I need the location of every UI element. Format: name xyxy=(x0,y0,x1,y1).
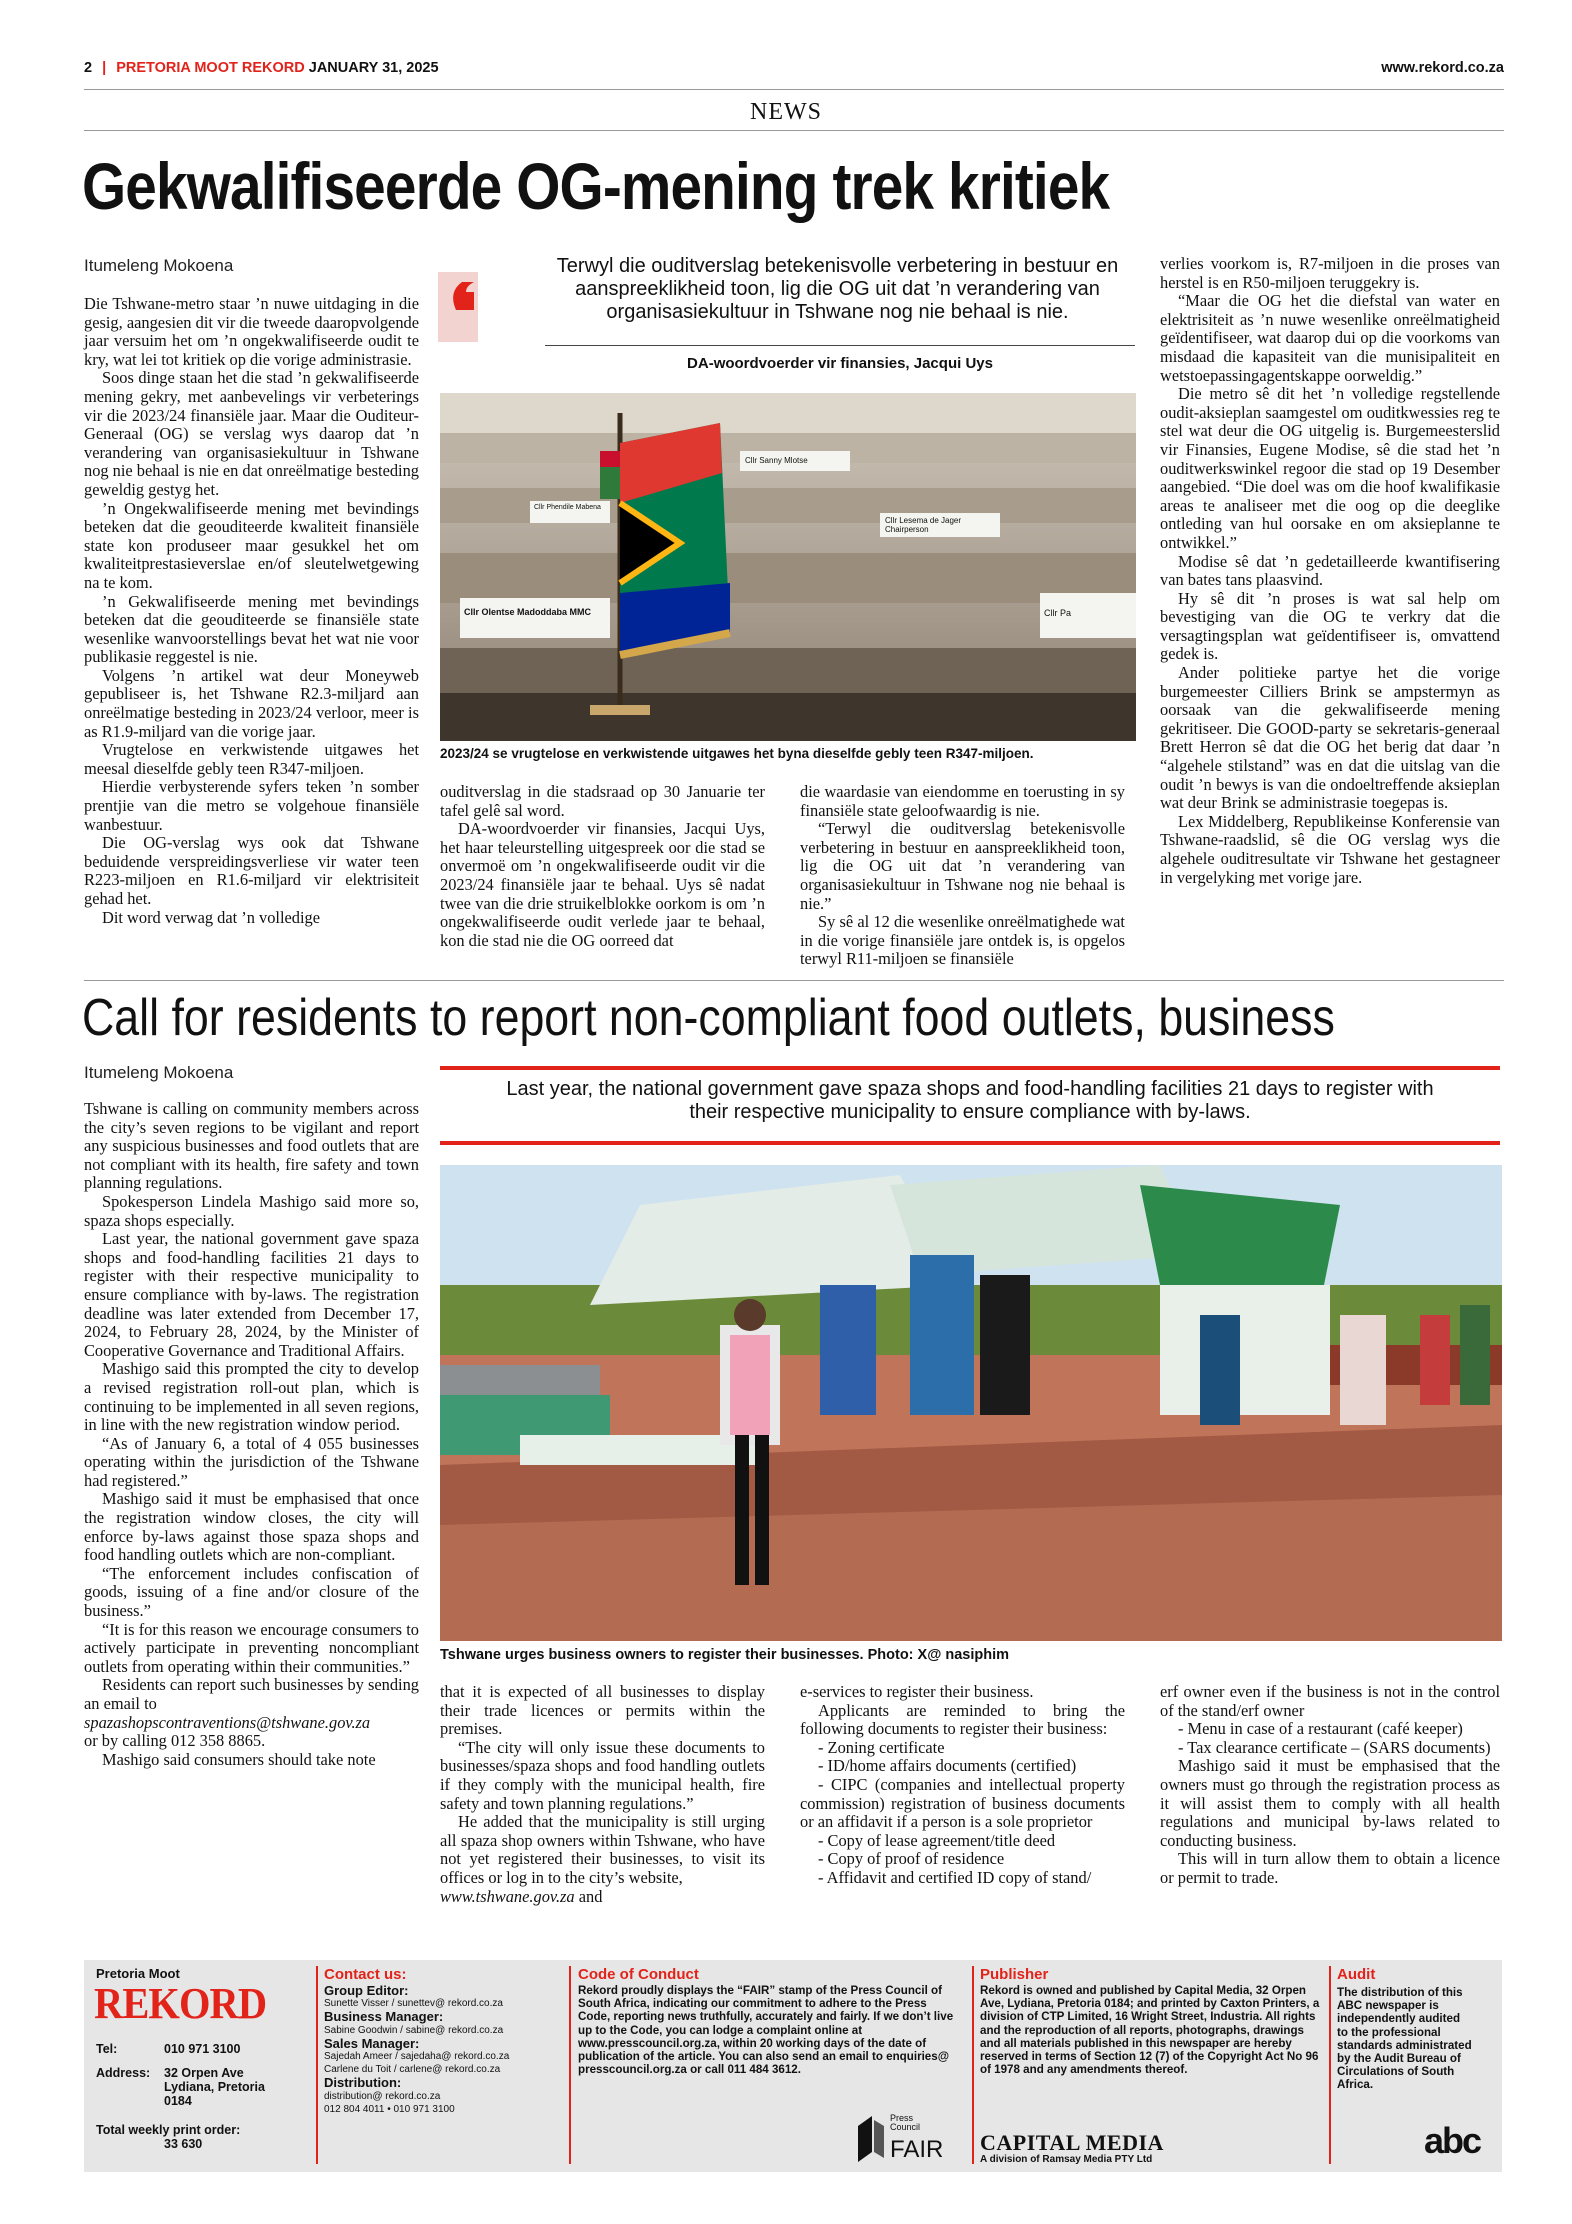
pull-quote-rule xyxy=(545,345,1135,346)
print-order-value: 33 630 xyxy=(164,2137,203,2151)
article2-pull-quote: Last year, the national government gave spaza shops and food-handling facilities 21 days to register with their respective municipality to ensure compliance with by-laws. xyxy=(506,1078,1434,1123)
article1-photo-caption: 2023/24 se vrugtelose en verkwistende uitgawes het byna dieselfde gebly teen R347-miljoen. xyxy=(440,746,1034,761)
pull-quote-bottom-rule xyxy=(440,1141,1500,1145)
article2-photo-caption: Tshwane urges business owners to register their businesses. Photo: X@ nasiphim xyxy=(440,1647,1010,1663)
paragraph: “Terwyl die ouditverslag betekenisvolle verbetering in bestuur en aanspreeklikheid toon, lig die OG uit dat ’n verandering van organisasiekultuur in Tshwane nog nie behaal is nie.” xyxy=(800,819,1125,913)
paragraph: ’n Ongekwalifiseerde mening met bevindings beteken dat die geouditeerde kwaliteit finansiële state kon produseer maar gesukkel het om kwaliteitprestasieverslae en/of sleutelwetgewing na te kom. xyxy=(84,498,419,592)
page-number: 2 xyxy=(84,60,93,76)
article1-byline: Itumeleng Mokoena xyxy=(84,256,234,275)
tel-label: Tel: xyxy=(96,2042,118,2056)
pull-quote-attribution: DA-woordvoerder vir finansies, Jacqui Uys xyxy=(687,355,993,372)
contact-role: Distribution: xyxy=(324,2075,402,2091)
pull-quote-top-rule xyxy=(440,1066,1500,1070)
paragraph: and xyxy=(578,1886,603,1906)
paragraph: “The city will only issue these documents to businesses/spaza shops and food handling outlets if they comply with the municipal health, fire safety and town planning regulations.” xyxy=(440,1737,765,1813)
list-item: - ID/home affairs documents (certified) xyxy=(818,1756,1077,1776)
paragraph: This will in turn allow them to obtain a licence or permit to trade. xyxy=(1160,1849,1500,1887)
capital-media-sub: A division of Ramsay Media PTY Ltd xyxy=(980,2154,1153,2165)
paragraph: or by calling 012 358 8865. xyxy=(84,1731,266,1751)
paragraph: Die Tshwane-metro staar ’n nuwe uitdaging in die gesig, aangesien dit vir die tweede daaropvolgende jaar versuim het om ’n ongekwalifiseerde oudit te kry, wat lei tot kritiek op die vorige administrasie. xyxy=(84,294,419,369)
abc-logo: abc xyxy=(1424,2120,1481,2161)
paragraph: “As of January 6, a total of 4 055 businesses operating within the jurisdiction of the Tshwane had registered.” xyxy=(84,1433,419,1490)
code-title: Code of Conduct xyxy=(578,1966,699,1983)
list-item: - Menu in case of a restaurant (café keeper) xyxy=(1178,1719,1463,1739)
paragraph: verlies voorkom is, R7-miljoen in die proses van herstel is en R50-miljoen teruggekry is. xyxy=(1160,254,1500,292)
article2-col1 xyxy=(84,1100,419,1769)
publisher-title: Publisher xyxy=(980,1966,1049,1983)
paragraph: Mashigo said it must be emphasised that the owners must go through the registration process as it will assist them to comply with all health regulations and municipal by-laws related to conducting business. xyxy=(1160,1756,1500,1850)
audit-title: Audit xyxy=(1337,1966,1376,1983)
contact-list xyxy=(324,1984,559,2116)
paragraph: Lex Middelberg, Republikeinse Konferensie van Tshwane-raadslid, sê die OG verslag wys die algehele ouditresultate vir Tshwane het gestagneer in vergelyking met vorige jare. xyxy=(1160,811,1500,887)
article1-col4 xyxy=(1160,255,1500,887)
footer-divider xyxy=(569,1966,571,2164)
article2-col3 xyxy=(800,1683,1125,1888)
paragraph: Mashigo said this prompted the city to develop a revised registration roll-out plan, which is continuing to be implemented in all seven regions, in line with the new registration window period. xyxy=(84,1359,419,1435)
article2-col2 xyxy=(440,1683,765,1906)
paragraph: Soos dinge staan het die stad ’n gekwalifiseerde mening gekry, met aanbevelings vir verbeterings vir die 2023/24 finansiële jaar. Maar die Ouditeur-Generaal (OG) se verslag wys daarop dat ’n verandering van organisasiekultuur in Tshwane nog nie behaal is nie en dat onreëlmatige besteding geweldig gestyg het. xyxy=(84,368,419,499)
paragraph: e-services to register their business. xyxy=(800,1682,1034,1701)
council-chamber-photo xyxy=(440,393,1136,741)
paragraph: Die OG-verslag wys ook dat Tshwane beduidende verspreidingsverliese vir water teen R223-miljoen en R1.6-miljard vir elektrisiteit gehad het. xyxy=(84,833,419,908)
footer-divider xyxy=(972,1966,974,2164)
paragraph: Residents can report such businesses by sending an email to xyxy=(84,1675,419,1713)
paragraph: Die metro sê dit het ’n volledige regstellende oudit-aksieplan saamgestel om ouditkwessies reg te stel wat deur die OG uitgelig is. Burgemeesterslid vir Finansies, Eugene Modise, sê die stad het ’n ouditwerkswinkel regoor die stad op 19 Desember aangebied. “Die doel was om die hoof kwalifikasie areas te analiseer met die oog op die deeglike ontleding van hul oorsake en om aksieplanne te ontwikkel.” xyxy=(1160,384,1500,552)
publisher-text: Rekord is owned and published by Capital Media, 32 Orpen Ave, Lydiana, Pretoria 0184; and printed by Caxton Printers, a division of CTP Limited, 16 Wright Street, Industria. All rights and the reproduction of all reports, photographs, drawings and all materials published in this newspaper are hereby reserved in terms of Section 12 (7) of the Copyright Act No 96 of 1978 and any amendments thereof. xyxy=(980,1984,1320,2077)
list-item: - Zoning certificate xyxy=(818,1737,945,1757)
tel-value[interactable]: 010 971 3100 xyxy=(164,2042,241,2056)
contact-email[interactable]: Sajedah Ameer / sajedaha@ rekord.co.za xyxy=(324,2051,510,2063)
issue-date: JANUARY 31, 2025 xyxy=(308,60,439,76)
list-item: - Affidavit and certified ID copy of stand/ xyxy=(818,1867,1092,1887)
brand-top: Pretoria Moot xyxy=(96,1966,180,1981)
paragraph: Hierdie verbysterende syfers teken ’n somber prentjie van die metro se volgehoue finansiële wanbestuur. xyxy=(84,777,419,834)
press-council-logo xyxy=(854,2110,964,2168)
list-item: - CIPC (companies and intellectual property commission) registration of business documents or an affidavit if a person is a sole proprietor xyxy=(800,1774,1125,1832)
paragraph: Tshwane is calling on community members across the city’s seven regions to be vigilant and report any suspicious businesses and food outlets that are not compliant with its health, fire safety and town planning regulations. xyxy=(84,1099,419,1193)
contact-email[interactable]: Sabine Goodwin / sabine@ rekord.co.za xyxy=(324,2024,504,2036)
website-link[interactable]: www.tshwane.gov.za xyxy=(440,1886,575,1906)
address-label: Address: xyxy=(96,2066,151,2080)
paper-name: PRETORIA MOOT REKORD xyxy=(116,60,305,76)
article1-col1 xyxy=(84,295,419,927)
list-item: - Tax clearance certificate – (SARS documents) xyxy=(1178,1737,1491,1757)
contact-role: Group Editor: xyxy=(324,1983,409,1998)
paragraph: erf owner even if the business is not in the control of the stand/erf owner xyxy=(1160,1682,1500,1720)
paragraph: Dit word verwag dat ’n volledige xyxy=(102,907,321,927)
contact-email[interactable]: distribution@ rekord.co.za xyxy=(324,2090,441,2102)
paragraph: Sy sê al 12 die wesenlike onreëlmatighede wat in die vorige finansiële jare ontdek is, is opgelos terwyl R11-miljoen se finansiële xyxy=(800,912,1125,969)
website-link[interactable]: www.rekord.co.za xyxy=(1381,60,1504,76)
brand-logo: REKORD xyxy=(94,1979,267,2028)
nameplate: Cllr Olentse Madoddaba MMC xyxy=(464,607,592,617)
capital-media-logo: CAPITAL MEDIA xyxy=(980,2130,1164,2155)
nameplate: Cllr Sanny Mlotse xyxy=(745,456,808,465)
paragraph: Vrugtelose en verkwistende uitgawes het meesal dieselfde gebly teen R347-miljoen. xyxy=(84,740,419,778)
contact-role: Business Manager: xyxy=(324,2009,444,2025)
nameplate: Cllr Phendile Mabena xyxy=(534,504,601,511)
article2-byline: Itumeleng Mokoena xyxy=(84,1063,234,1082)
article2-headline: Call for residents to report non-compliant food outlets, business xyxy=(82,989,1335,1047)
press-council-label: Press Council xyxy=(890,2113,921,2132)
contact-title: Contact us: xyxy=(324,1966,407,1983)
quote-mark-icon xyxy=(438,262,500,342)
print-order-label: Total weekly print order: xyxy=(96,2123,241,2137)
contact-email[interactable]: Carlene du Toit / carlene@ rekord.co.za xyxy=(324,2064,501,2076)
article2-col4 xyxy=(1160,1683,1500,1888)
paragraph: Hy sê dit ’n proses is wat sal help om bevestiging van die OG te verkry dat die versagtingsplan wat geïdentifiseer is, omvattend gedek is. xyxy=(1160,588,1500,664)
fair-label: FAIR xyxy=(890,2136,944,2163)
paragraph: Mashigo said consumers should take note xyxy=(102,1749,376,1769)
article-divider xyxy=(84,980,1504,981)
nameplate: Cllr Lesema de Jager Chairperson xyxy=(885,516,962,534)
article1-pull-quote: Terwyl die ouditverslag betekenisvolle verbetering in bestuur en aanspreeklikheid toon, lig die OG uit dat ’n verandering van organisasiekultuur in Tshwane nog nie behaal is nie. xyxy=(556,255,1119,323)
section-rule xyxy=(84,130,1504,131)
nameplate: Cllr Pa xyxy=(1044,608,1072,618)
code-text: Rekord proudly displays the “FAIR” stamp of the Press Council of South Africa, indicating our commitment to adhere to the Press Code, reporting news truthfully, accurately and fairly. If we don’t live up to the Code, you can lodge a complaint online at www.presscouncil.org.za, within 20 working days of the date of publication of the article. You can also send an email to enquiries@ presscouncil.org.za or call 011 484 3612. xyxy=(578,1984,954,2077)
address-line: Lydiana, Pretoria xyxy=(164,2080,265,2094)
paragraph: Spokesperson Lindela Mashigo said more so, spaza shops especially. xyxy=(84,1191,419,1230)
expo-photo xyxy=(440,1165,1502,1641)
article1-col3 xyxy=(800,783,1125,969)
list-item: - Copy of lease agreement/title deed xyxy=(818,1830,1056,1850)
address-line: 0184 xyxy=(164,2094,192,2108)
paragraph: Applicants are reminded to bring the following documents to register their business: xyxy=(800,1700,1125,1739)
section-label: NEWS xyxy=(750,99,822,125)
paragraph: die waardasie van eiendomme en toerusting in sy finansiële state geloofwaardig is nie. xyxy=(800,782,1125,820)
paragraph: He added that the municipality is still urging all spaza shop owners within Tshwane, who have not yet registered their businesses, to visit its offices or log in to the city’s website, xyxy=(440,1812,765,1887)
paragraph: “The enforcement includes confiscation of goods, issuing of a fine and/or closure of the business.” xyxy=(84,1563,419,1621)
paragraph: Mashigo said it must be emphasised that once the registration window closes, the city will enforce by-laws against those spaza shops and food handling outlets which are non-compliant. xyxy=(84,1489,419,1565)
footer-divider xyxy=(316,1966,318,2164)
paragraph: ’n Gekwalifiseerde mening met bevindings beteken dat die geouditeerde se finansiële state wesenlike wanvoorstellings bevat het wat nie voor publikasie reggestel is nie. xyxy=(84,591,419,667)
top-bar: 2 | PRETORIA MOOT REKORD JANUARY 31, 2025 www.rekord.co.za xyxy=(84,60,1504,90)
paragraph: ouditverslag in die stadsraad op 30 Januarie ter tafel gelê sal word. xyxy=(440,782,765,820)
contact-phone[interactable]: 012 804 4011 • 010 971 3100 xyxy=(324,2103,455,2115)
paragraph: “It is for this reason we encourage consumers to actively participate in preventing noncompliant outlets from operating within their communities.” xyxy=(84,1619,419,1676)
footer-divider xyxy=(1329,1966,1331,2164)
paragraph: Last year, the national government gave spaza shops and food-handling facilities 21 days to register with their respective municipality to ensure compliance with by-laws. The registration deadline was later extended from December 17, 2024, to February 28, 2024, by the Minister of Cooperative Governance and Traditional Affairs. xyxy=(84,1229,419,1360)
paragraph: Modise sê dat ’n gedetailleerde kwantifisering van bates tans plaasvind. xyxy=(1160,551,1500,590)
paragraph: that it is expected of all businesses to display their trade licences or permits within the premises. xyxy=(440,1682,765,1739)
contact-role: Sales Manager: xyxy=(324,2035,420,2051)
paragraph: DA-woordvoerder vir finansies, Jacqui Uys, het haar teleurstelling uitgespreek oor die stad se onvermoë om ’n ongekwalifiseerde oudit vir die 2023/24 finansiële jaar te behaal. Uys sê nadat twee van die drie struikelblokke oorkom is om ’n ongekwalifiseerde oudit verlede jaar te behaal, kon die stad nie die OG oorreed dat xyxy=(440,819,765,950)
list-item: - Copy of proof of residence xyxy=(818,1849,1005,1869)
audit-text: The distribution of this ABC newspaper is independently audited to the professional standards administrated by the Audit Bureau of Circulations of South Africa. xyxy=(1337,1986,1472,2092)
paragraph: Volgens ’n artikel wat deur Moneyweb gepubliseer is, het Tshwane R2.3-miljard aan onreëlmatige besteding in 2023/24 verloor, meer is as R1.9-miljard van die vorige jaar. xyxy=(84,665,419,741)
article1-headline: Gekwalifiseerde OG-mening trek kritiek xyxy=(82,149,1110,223)
contact-email[interactable]: Sunette Visser / sunettev@ rekord.co.za xyxy=(324,1998,503,2010)
address-line: 32 Orpen Ave xyxy=(164,2066,244,2080)
email-link[interactable]: spazashopscontraventions@tshwane.gov.za xyxy=(84,1712,371,1732)
article1-col2 xyxy=(440,783,765,950)
paragraph: “Maar die OG het die diefstal van water en elektrisiteit as ’n nuwe wesenlike onreëlmatigheid geïdentifiseer, wat daarop dui op die voorkoms van misdaad die kapasiteit van die munisipaliteit en wetstoepassingagentskappe oorweldig.” xyxy=(1160,291,1500,385)
paragraph: Ander politieke partye het die vorige burgemeester Cilliers Brink se ampstermyn as oorsaak van die gekwalifiseerde mening gekritiseer. Die GOOD-party se sekretaris-generaal Brett Herron sê dat die OG het berig dat daar ’n “algehele stilstand” was en dat die uitslag van die oudit ’n bewys is van die ondoeltreffende aksieplan wat deur Brink se administrasie toegepas is. xyxy=(1160,663,1500,813)
footer-box xyxy=(84,1960,1502,2172)
